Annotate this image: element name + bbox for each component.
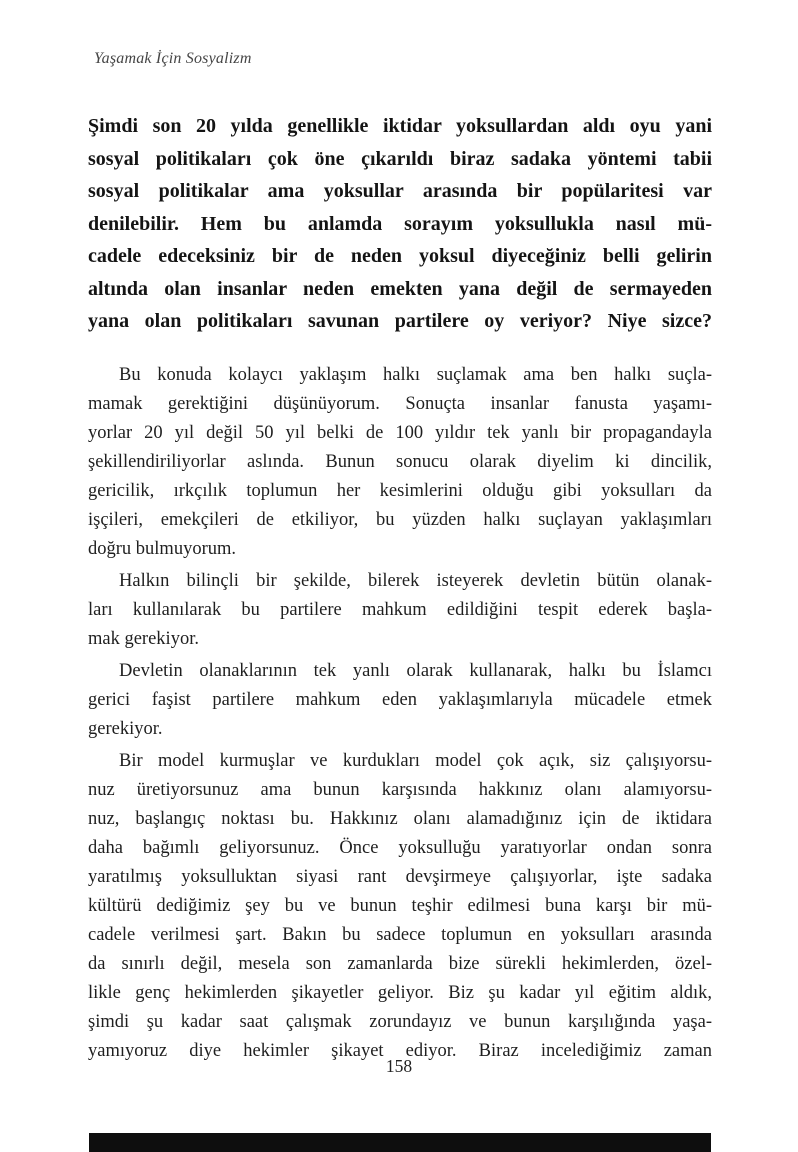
- answer-paragraph: [88, 747, 712, 1066]
- text-line: yaratılmış yoksulluktan siyasi rant devşirmeye çalışıyorlar, işte sadaka: [88, 866, 712, 887]
- text-line: denilebilir. Hem bu anlamda sorayım yoksullukla nasıl mü-: [88, 212, 712, 235]
- text-line: gerekiyor.: [88, 718, 163, 739]
- text-line: Bu konuda kolaycı yaklaşım halkı suçlamak ama ben halkı suçla-: [119, 364, 712, 385]
- text-line: yamıyoruz diye hekimler şikayet ediyor. Biraz incelediğimiz zaman: [88, 1040, 712, 1061]
- text-line: mamak gerektiğini düşünüyorum. Sonuçta insanlar fanusta yaşamı-: [88, 393, 712, 414]
- text-line: cadele edeceksiniz bir de neden yoksul diyeceğiniz belli gelirin: [88, 245, 712, 267]
- text-line: kültürü dediğimiz şey bu ve bunun teşhir edilmesi buna karşı bir mü-: [88, 895, 712, 916]
- text-line: daha bağımlı geliyorsunuz. Önce yoksulluğu yaratıyorlar ondan sonra: [88, 837, 712, 858]
- text-line: Şimdi son 20 yılda genellikle iktidar yoksullardan aldı oyu yani: [88, 115, 712, 137]
- text-line: da sınırlı değil, mesela son zamanlarda bize sürekli hekimlerden, özel-: [88, 953, 712, 974]
- text-line: sosyal politikaları çok öne çıkarıldı biraz sadaka yöntemi tabii: [88, 147, 712, 170]
- text-line: şekillendiriliyorlar aslında. Bunun sonucu olarak diyelim ki dincilik,: [88, 451, 712, 472]
- scan-artifact-bar: [89, 1133, 711, 1152]
- text-line: şimdi şu kadar saat çalışmak zorundayız ve bunun karşılığında yaşa-: [88, 1011, 712, 1032]
- text-line: altında olan insanlar neden emekten yana değil de sermayeden: [88, 277, 712, 300]
- interview-answer-block: [88, 361, 712, 1066]
- text-line: yana olan politikaları savunan partilere oy veriyor? Niye sizce?: [88, 310, 712, 332]
- text-line: doğru bulmuyorum.: [88, 538, 236, 559]
- text-line: Halkın bilinçli bir şekilde, bilerek isteyerek devletin bütün olanak-: [119, 570, 712, 591]
- answer-paragraph: [88, 657, 712, 744]
- running-header: Yaşamak İçin Sosyalizm: [94, 50, 252, 67]
- text-line: ları kullanılarak bu partilere mahkum edildiğini tespit ederek başla-: [88, 599, 712, 620]
- answer-paragraph: [88, 361, 712, 564]
- page-number: 158: [385, 1056, 413, 1076]
- text-line: Bir model kurmuşlar ve kurdukları model çok açık, siz çalışıyorsu-: [119, 750, 712, 771]
- text-line: nuz üretiyorsunuz ama bunun karşısında hakkınız olanı alamıyorsu-: [88, 779, 712, 800]
- text-line: yorlar 20 yıl değil 50 yıl belki de 100 yıldır tek yanlı bir propagandayla: [88, 422, 712, 443]
- text-line: Devletin olanaklarının tek yanlı olarak kullanarak, halkı bu İslamcı: [119, 660, 712, 681]
- text-column: [88, 110, 712, 1069]
- text-line: mak gerekiyor.: [88, 628, 199, 649]
- text-line: işçileri, emekçileri de etkiliyor, bu yüzden halkı suçlayan yaklaşımları: [88, 509, 712, 530]
- text-line: sosyal politikalar ama yoksullar arasında bir popülaritesi var: [88, 180, 712, 202]
- text-line: likle genç hekimlerden şikayetler geliyor. Biz şu kadar yıl eğitim aldık,: [88, 982, 712, 1003]
- text-line: gerici faşist partilere mahkum eden yaklaşımlarıyla mücadele etmek: [88, 689, 712, 710]
- text-line: nuz, başlangıç noktası bu. Hakkınız olanı alamadığınız için de iktidara: [88, 808, 712, 829]
- text-line: gericilik, ırkçılık toplumun her kesimlerini olduğu gibi yoksulları da: [88, 480, 712, 501]
- answer-paragraph: [88, 567, 712, 654]
- text-line: cadele verilmesi şart. Bakın bu sadece toplumun en yoksulları arasında: [88, 924, 712, 945]
- interview-question-block: [88, 110, 712, 338]
